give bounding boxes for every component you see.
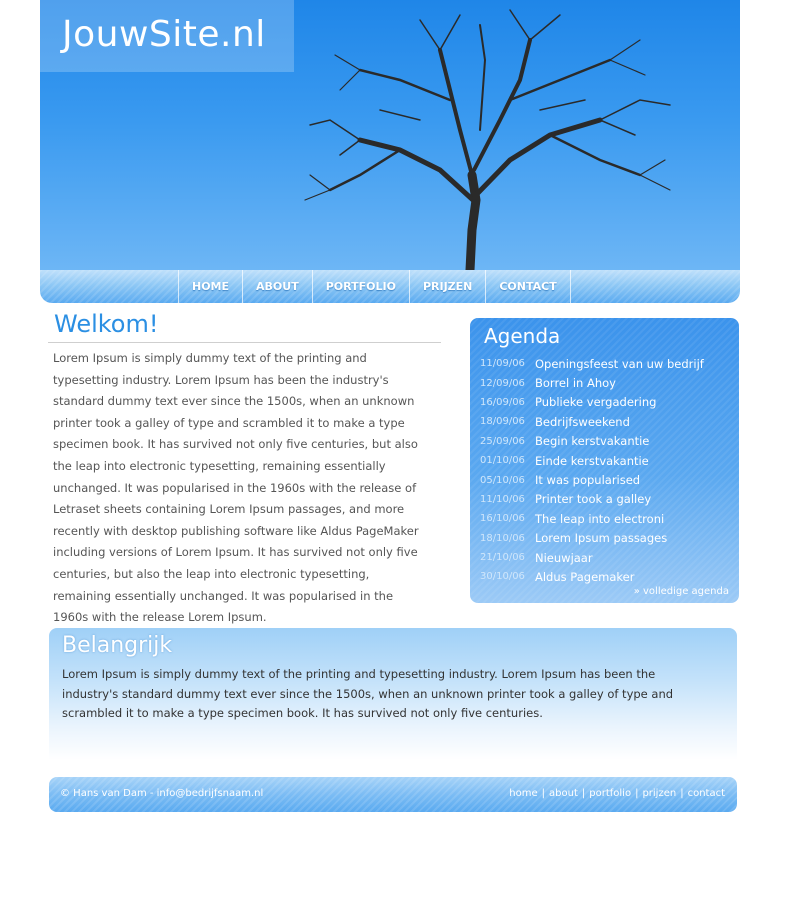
footer-links: [509, 788, 725, 799]
footer-link-portfolio[interactable]: portfolio: [589, 788, 632, 799]
logo-box: [40, 0, 294, 72]
agenda-item[interactable]: [480, 373, 704, 392]
footer: [49, 777, 737, 812]
agenda-event[interactable]: The leap into electroni: [535, 511, 665, 526]
header-banner: [40, 0, 740, 270]
footer-separator: |: [635, 788, 639, 799]
agenda-item[interactable]: [480, 432, 704, 451]
agenda-item[interactable]: [480, 393, 704, 412]
nav-item-about[interactable]: ABOUT: [242, 270, 312, 303]
footer-link-home[interactable]: home: [509, 788, 538, 799]
welcome-divider: [48, 342, 441, 343]
agenda-event[interactable]: Aldus Pagemaker: [535, 569, 635, 584]
agenda-item[interactable]: [480, 567, 704, 586]
important-text: Lorem Ipsum is simply dummy text of the printing and typesetting industry. Lorem Ipsum has been the industry's standard dummy text ever since the 1500s, when an unknown printer took a galley of type and scrambled it to make a type specimen book. It has survived not only five centuries.: [62, 667, 674, 720]
agenda-item[interactable]: [480, 548, 704, 567]
nav-list: [178, 270, 571, 303]
agenda-date: 25/09/06: [480, 435, 525, 447]
main-nav: [40, 270, 740, 303]
agenda-event[interactable]: Borrel in Ahoy: [535, 376, 616, 391]
agenda-item[interactable]: [480, 470, 704, 489]
footer-link-prijzen[interactable]: prijzen: [642, 788, 677, 799]
agenda-event[interactable]: Bedrijfsweekend: [535, 414, 630, 429]
agenda-title: Agenda: [484, 324, 561, 348]
agenda-event[interactable]: Publieke vergadering: [535, 395, 657, 410]
agenda-item[interactable]: [480, 451, 704, 470]
footer-link-contact[interactable]: contact: [687, 788, 725, 799]
agenda-date: 12/09/06: [480, 377, 525, 389]
agenda-list: [480, 354, 704, 587]
agenda-item[interactable]: [480, 412, 704, 431]
agenda-item[interactable]: [480, 354, 704, 373]
agenda-date: 30/10/06: [480, 571, 525, 583]
agenda-event[interactable]: Openingsfeest van uw bedrijf: [535, 356, 704, 371]
nav-item-portfolio[interactable]: PORTFOLIO: [312, 270, 409, 303]
welcome-text: Lorem Ipsum is simply dummy text of the printing and typesetting industry. Lorem Ipsum has been the industry's standard dummy text ever since the 1500s, when an unknown printer took a galley of type and scrambled it to make a type specimen book. It has survived not only five centuries, but also the leap into electronic typesetting, remaining essentially unchanged. It was popularised in the 1960s with the release of Letraset sheets containing Lorem Ipsum passages, and more recently with desktop publishing software like Aldus PageMaker including versions of Lorem Ipsum. It has survived not only five centuries, but also the leap into electronic typesetting, remaining essentially unchanged. It was popularised in the 1960s with the release Lorem Ipsum.: [53, 351, 419, 625]
agenda-date: 05/10/06: [480, 474, 525, 486]
agenda-date: 16/10/06: [480, 513, 525, 525]
welcome-title: Welkom!: [54, 310, 159, 338]
agenda-item[interactable]: [480, 529, 704, 548]
agenda-event[interactable]: Nieuwjaar: [535, 550, 593, 565]
agenda-event[interactable]: Begin kerstvakantie: [535, 434, 650, 449]
agenda-item[interactable]: [480, 509, 704, 528]
site-logo[interactable]: JouwSite.nl: [62, 14, 266, 55]
agenda-event[interactable]: Printer took a galley: [535, 492, 652, 507]
footer-copyright: © Hans van Dam - info@bedrijfsnaam.nl: [60, 788, 264, 799]
footer-link-about[interactable]: about: [549, 788, 578, 799]
agenda-date: 11/09/06: [480, 358, 525, 370]
nav-item-contact[interactable]: CONTACT: [485, 270, 570, 303]
full-agenda-link[interactable]: » volledige agenda: [633, 586, 729, 597]
footer-separator: |: [581, 788, 586, 799]
agenda-date: 18/09/06: [480, 416, 525, 428]
agenda-date: 18/10/06: [480, 532, 525, 544]
footer-separator: |: [541, 788, 546, 799]
agenda-item[interactable]: [480, 490, 704, 509]
agenda-event[interactable]: It was popularised: [535, 473, 641, 488]
important-title: Belangrijk: [62, 633, 173, 658]
important-panel: [49, 628, 737, 760]
nav-item-home[interactable]: HOME: [178, 270, 242, 303]
agenda-date: 01/10/06: [480, 455, 525, 467]
footer-separator: |: [680, 788, 684, 799]
nav-item-prijzen[interactable]: PRIJZEN: [409, 270, 485, 303]
agenda-date: 21/10/06: [480, 552, 525, 564]
agenda-date: 11/10/06: [480, 493, 525, 505]
agenda-event[interactable]: Einde kerstvakantie: [535, 453, 649, 468]
agenda-event[interactable]: Lorem Ipsum passages: [535, 531, 668, 546]
agenda-date: 16/09/06: [480, 396, 525, 408]
agenda-panel: [470, 318, 739, 603]
